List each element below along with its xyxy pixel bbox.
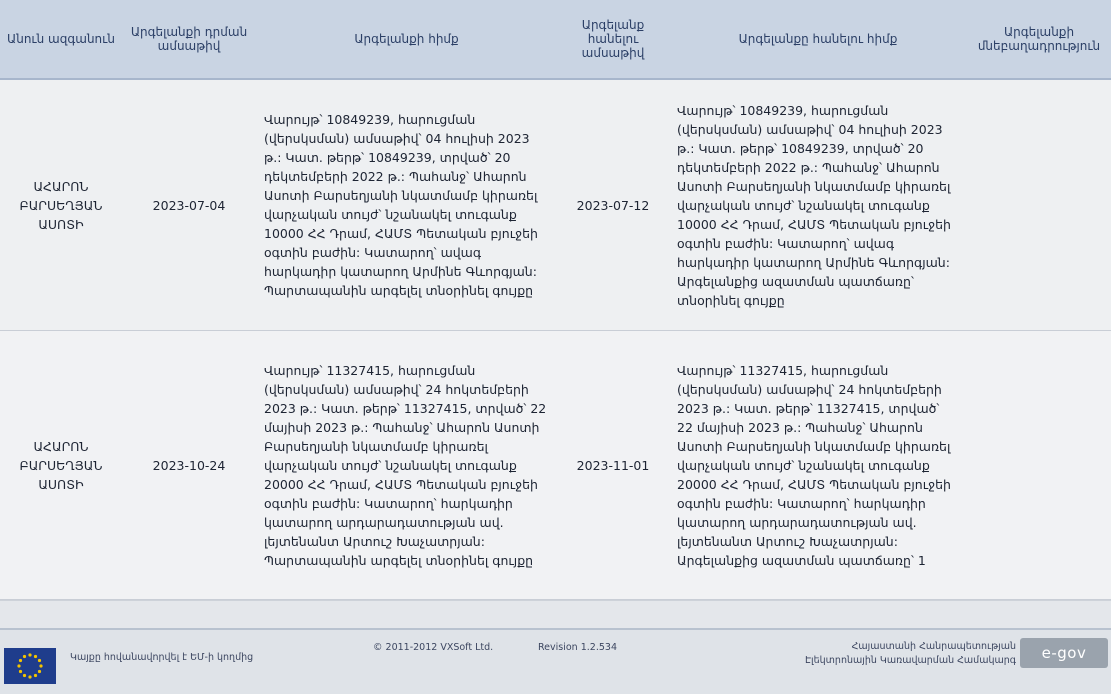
copyright-text: © 2011-2012 VXSoft Ltd. xyxy=(373,642,494,653)
removal-basis: Վարույթ՝ 10849239, հարուցման (վերսկսման) ամսաթիվ՝ 04 հուլիսի 2023 թ.: Կատ. թերթ՝ 10849239, տրված՝ 20 դեկտեմբերի 2022 թ.: Պահանջ՝ Ահարոն Ասոտի Բարսեղյանի նկատմամբ կիրառել վարչական տույժ՝ նշանակել տուգանք 10000 ՀՀ Դրամ, ՀԱՄՏ Պետական բյուջեի օգտին բաժին: Կատարող՝ ավագ հարկադիր կատարող Արմինե Գևորգյան: Արգելանքից ազատման պատճառը՝ տնօրինել գույքը xyxy=(669,79,967,331)
seizure-basis: Վարույթ՝ 11327415, հարուցման (վերսկսման) ամսաթիվ՝ 24 հոկտեմբերի 2023 թ.: Կատ. թերթ՝ 11327415, տրված՝ 22 մայիսի 2023 թ.: Պահանջ՝ Ահարոն Ասոտի Բարսեղյանի նկատմամբ կիրառել վարչական տույժ՝ նշանակել տուգանք 20000 ՀՀ Դրամ, ՀԱՄՏ Պետական բյուջեի օգտին բաժին: Կատարող՝ հարկադիր կատարող արդարադատության ավ. լեյտենանտ Արտուշ Խաչատրյան: Պարտապանին արգելել տնօրինել գույքը xyxy=(256,331,557,600)
eu-sponsor-text: Կայքը հովանավորվել է ԵՄ-ի կողմից xyxy=(70,652,254,663)
seizure-date: 2023-10-24 xyxy=(122,331,256,600)
person-name: ԱՀԱՐՈՆ ԲԱՐՍԵՂՅԱՆ ԱՍՈՏԻ xyxy=(0,79,122,331)
table-row xyxy=(0,331,1111,600)
removal-basis: Վարույթ՝ 11327415, հարուցման (վերսկսման) ամսաթիվ՝ 24 հոկտեմբերի 2023 թ.: Կատ. թերթ՝ 11327415, տրված՝ 22 մայիսի 2023 թ.: Պահանջ՝ Ահարոն Ասոտի Բարսեղյանի նկատմամբ կիրառել վարչական տույժ՝ նշանակել տուգանք 20000 ՀՀ Դրամ, ՀԱՄՏ Պետական բյուջեի օգտին բաժին: Կատարող՝ հարկադիր կատարող արդարադատության ավ. լեյտենանտ Արտուշ Խաչատրյան: Արգելանքից ազատման պատճառը՝ 1 xyxy=(669,331,967,600)
agency-name-line2: Էլեկտրոնային Կառավարման Համակարգ xyxy=(804,655,1016,666)
seizure-date: 2023-07-04 xyxy=(122,79,256,331)
column-header-removal-basis[interactable]: Արգելանքը հանելու հիմք xyxy=(669,0,967,79)
eu-flag-icon xyxy=(4,648,56,684)
removal-date: 2023-11-01 xyxy=(557,331,669,600)
column-header-name[interactable]: Անուն ազգանուն xyxy=(0,0,122,79)
person-name: ԱՀԱՐՈՆ ԲԱՐՍԵՂՅԱՆ ԱՍՈՏԻ xyxy=(0,331,122,600)
agency-name xyxy=(770,640,1016,668)
seizure-note xyxy=(967,331,1111,600)
revision-text: Revision 1.2.534 xyxy=(538,642,617,653)
egov-logo[interactable]: e-gov xyxy=(1020,638,1108,668)
column-header-basis[interactable]: Արգելանքի հիմք xyxy=(256,0,557,79)
removal-date: 2023-07-12 xyxy=(557,79,669,331)
column-header-date-set[interactable]: Արգելանքի դրման ամսաթիվ xyxy=(122,0,256,79)
seizure-note xyxy=(967,79,1111,331)
table-bottom-spacer xyxy=(0,600,1111,629)
column-header-note[interactable]: Արգելանքի մնեբաղադրություն xyxy=(967,0,1111,79)
table-header-row xyxy=(0,0,1111,79)
table-row xyxy=(0,79,1111,331)
agency-name-line1: Հայաստանի Հանրապետության xyxy=(851,641,1016,652)
site-footer xyxy=(0,628,1111,694)
column-header-date-removed[interactable]: Արգելանք հանելու ամսաթիվ xyxy=(557,0,669,79)
seizure-basis: Վարույթ՝ 10849239, հարուցման (վերսկսման) ամսաթիվ՝ 04 հուլիսի 2023 թ.: Կատ. թերթ՝ 10849239, տրված՝ 20 դեկտեմբերի 2022 թ.: Պահանջ՝ Ահարոն Ասոտի Բարսեղյանի նկատմամբ կիրառել վարչական տույժ՝ նշանակել տուգանք 10000 ՀՀ Դրամ, ՀԱՄՏ Պետական բյուջեի օգտին բաժին: Կատարող՝ ավագ հարկադիր կատարող Արմինե Գևորգյան: Պարտապանին արգելել տնօրինել գույքը xyxy=(256,79,557,331)
